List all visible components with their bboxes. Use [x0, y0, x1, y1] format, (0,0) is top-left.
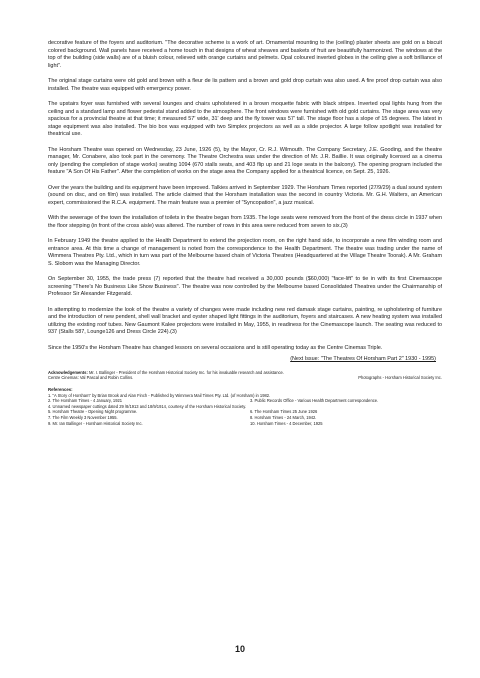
paragraph: The upstairs foyer was furnished with several lounges and chairs upholstered in a brown moquette fabric with black stripes. Inverted opal lights hung from the ceiling and a standard lamp and flower pedestal stand added to the atmosphere. The front windows were furnished with old gold curtains. The stage area was very spacious for a provincial theatre at that time; it measured 57' wide, 31' deep and the fly tower was 57' tall. The stage floor has a slope of 15 degrees. The latest in stage equipment was also installed. The bio box was equipped with two Simplex projectors as well as a slide projector. A large follow spotlight was installed for theatrical use.: [48, 101, 442, 137]
reference-item: 10. Horsham Times - 4 December, 1925: [250, 420, 323, 426]
references-list: [48, 393, 442, 427]
next-issue-text: (Next Issue: "The Theatres Of Horsham Part 2" 1930 - 1995): [290, 356, 436, 362]
references-title: References:: [48, 386, 73, 392]
paragraph: decorative feature of the foyers and auditorium. "The decorative scheme is a work of art. Ornamental mounting to the (ceiling) plaster sheets are gold on a biscuit colored background. Wall panels have received a home touch in that designs of wheat sheaves and baskets of fruit are beautifully harmonized. The windows at the top of the building (side walls) are of a bluish colour, relieved with orange curtains and pelmets. Opal coloured inverted globes in the ceiling give a soft brilliance of light".: [48, 40, 442, 69]
paragraph: Over the years the building and its equipment have been improved. Talkies arrived in September 1929. The Horsham Times reported (27/9/29) a dual sound system (sound on disc, and on film) was installed. The article claimed that the Horsham installation was the second in country Victoria. Mr. G.H. Walters, an American expert, commissioned the R.C.A. equipment. The main feature was a premier of "Syncopation", a jazz musical.: [48, 184, 442, 206]
page-number: 10: [234, 644, 245, 654]
paragraph: The original stage curtains were old gold and brown with a fleur de lis pattern and a brown and gold drop curtain was also used. A fire proof drop curtain was also installed. The theatre was equipped with emergency power.: [48, 78, 442, 92]
paragraph: In attempting to modernize the look of the theatre a variety of changes were made including new red damask stage curtains, painting, re upholstering of furniture and the introduction of new pendent, shell wall bracket and oyster shaped light fittings in the auditorium, foyers and staircases. A new heating system was installed utilizing the existing roof tubes. New Gaumont Kalee projectors were installed in May, 1955, in readiness for the Cinemascope launch. The seating was reduced to 937 (Stalls 587, Lounge126 and Dress Circle 224).(3): [48, 306, 442, 335]
paragraph: The Horsham Theatre was opened on Wednesday, 23 June, 1926 (5), by the Mayor, Cr. R.J. Wilmouth. The Company Secretary, J.E. Gooding, and the theatre manager, Mr. Conabere, also took part in the ceremony. The Theatre Orchestra was under the direction of Mr. J.R. Baillie. It was originally licensed as a cinema only (pending the completion of stage works) seating 1094 (670 stalls seats, and 403 flip up and 21 loge seats in the balcony). The opening program included the feature "A Son Of His Father". After the completion of works on the stage area the Company applied for a theatrical licence, on Sept. 25, 1926.: [48, 146, 442, 175]
reference-item: 1. "A Story of Horsham" by Brian Brook and Alan Finch - Published by Wimmera Mail Times Pty. Ltd. (of Horsham) in 1982.: [48, 392, 271, 398]
article-body: [48, 40, 442, 426]
reference-item: 2. The Horsham Times - 4 January, 1921: [48, 398, 123, 404]
acknowledgements-text: Mr. I. Ballinger - President of the Horsham Historical Society Inc. for his invaluable research and assistance.: [88, 369, 284, 375]
reference-item: 3. Public Records Office - Various Health Department correspondence.: [250, 398, 379, 404]
reference-item: 7. The Film Weekly 3 November 1955.: [48, 415, 118, 421]
next-issue-note: [48, 356, 442, 364]
paragraph: On September 30, 1955, the trade press (7) reported that the theatre had received a 30,000 pounds ($60,000) "face-lift" to tie in with its first Cinemascope screening "There's No Business Like Show Business". The theatre was now controlled by the Melbourne based Consolidated Theatres under the Chairmanship of Professor Sir Alexander Fitzgerald.: [48, 276, 442, 297]
reference-item: 9. Mr. Ian Ballinger - Horsham Historical Society Inc.: [48, 420, 143, 426]
paragraph: Since the 1950's the Horsham Theatre has changed lessors on several occasions and is still operating today as the Centre Cinemas Triple.: [48, 344, 383, 351]
reference-item: 5. Horsham Theatre - Opening Night programme.: [48, 409, 138, 415]
reference-item: 4. Unnamed newspaper cuttings dated 29 /8/1913 and 18/9/1914, courtesy of the Horsham Historical Society.: [48, 403, 247, 409]
acknowledgements-cinema: Centre Cinemas: Val Pascal and Robin Collins.: [48, 375, 134, 381]
acknowledgements-label: Acknowledgements:: [48, 369, 88, 375]
reference-item: 8. Horsham Times - 24 March, 1942.: [250, 415, 317, 421]
paragraph: In February 1949 the theatre applied to the Health Department to extend the projection room, on the right hand side, to incorporate a new film winding room and entrance area. At this time a change of management is noted from the correspondence to the Health Department. The theatre was trading under the name of Wimmera Theatres Pty. Ltd., which in turn was part of the Melbourne based chain of Victoria Theatres (Headquartered at the Village Theatre Toorak). A Mr. Graham S. Slobom was the Managing Director.: [48, 238, 442, 267]
acknowledgements-photos: Photographs - Horsham Historical Society Inc.: [358, 375, 442, 381]
paragraph: With the sewerage of the town the installation of toilets in the theatre began from 1935. The loge seats were removed from the front of the dress circle in 1937 when the floor stepping (in front of the cross aisle) was altered. The number of rows in this area were reduced from seven to six.(3): [48, 215, 442, 229]
acknowledgements: [48, 370, 442, 381]
reference-item: 6. The Horsham Times 25 June 1926: [250, 409, 318, 415]
